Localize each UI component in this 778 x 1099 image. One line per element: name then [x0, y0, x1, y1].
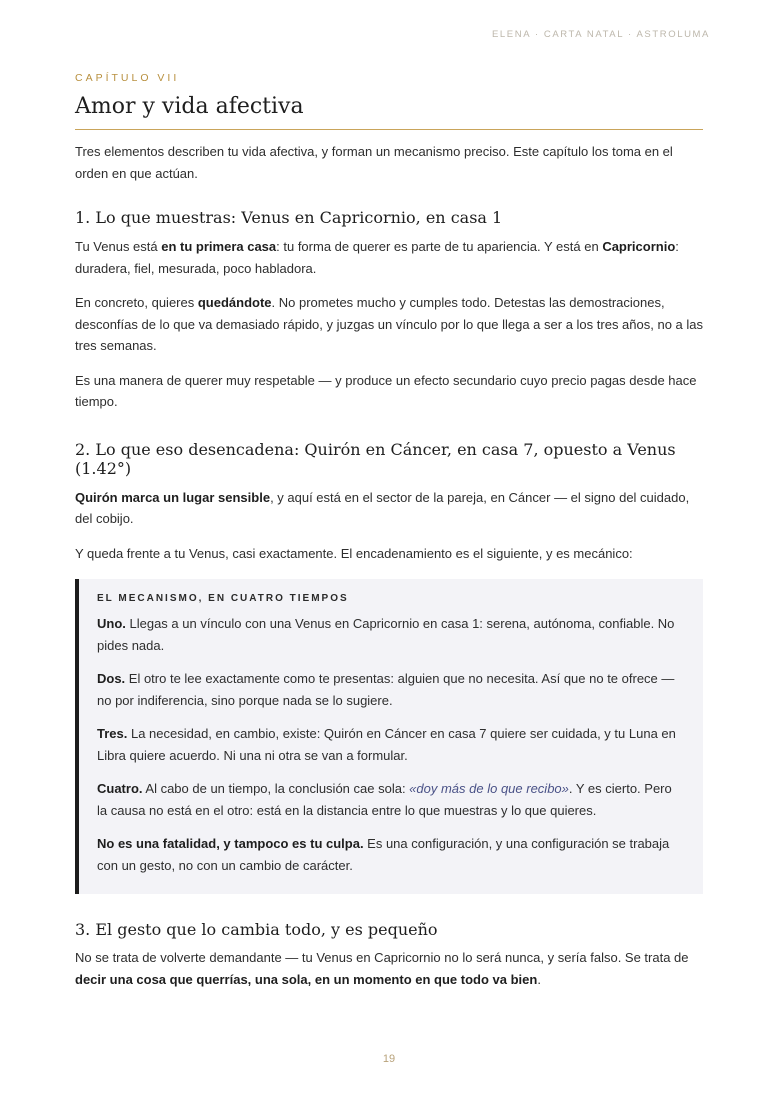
mechanism-callout — [75, 579, 703, 894]
text-run: . No prometes mucho y cumples todo. Detestas las demostraciones, desconfías de lo que va demasiado rápido, y juzgas un vínculo por lo que llega a ser a los tres años, no a las tres semanas. — [75, 295, 703, 353]
bold-text: Capricornio — [602, 239, 676, 254]
section-2-paragraph-1 — [75, 487, 703, 530]
text-run: . — [537, 971, 541, 987]
step-text: La necesidad, en cambio, existe: Quirón en Cáncer en casa 7 quiere ser cuidada, y tu Luna en Libra quiere acuerdo. Ni una ni otra se van a formular. — [97, 726, 676, 763]
chapter-title: Amor y vida afectiva — [75, 94, 703, 130]
text-run: Tu Venus está — [75, 239, 162, 254]
section-1-paragraph-1 — [75, 236, 703, 279]
chapter-intro: Tres elementos describen tu vida afectiva, y forman un mecanismo preciso. Este capítulo los toma en el orden en que actúan. — [75, 144, 673, 181]
step-lead: Cuatro. — [97, 781, 143, 796]
callout-title: EL MECANISMO, EN CUATRO TIEMPOS — [97, 593, 349, 604]
callout-step-cuatro — [97, 778, 681, 821]
bold-text: Quirón marca un lugar sensible — [75, 489, 271, 505]
step-lead: Uno. — [97, 616, 126, 631]
step-text: . Y es cierto. Pero la causa no está en el otro: está en la distancia entre lo que muestras y lo que quieres. — [97, 781, 672, 818]
step-lead: Dos. — [97, 671, 126, 686]
conclusion-lead: No es una fatalidad, y tampoco es tu culpa. — [97, 836, 364, 851]
step-text: El otro te lee exactamente como te presentas: alguien que no necesita. Así que no te ofrece — no por indiferencia, sino porque nada se lo sugiere. — [97, 671, 675, 708]
text-run: En concreto, quieres — [75, 295, 198, 310]
text-run: : duradera, fiel, mesurada, poco habladora. — [75, 239, 679, 276]
section-3-paragraph-1 — [75, 947, 703, 990]
callout-step-tres — [97, 723, 681, 766]
page-number: 19 — [382, 1053, 396, 1065]
text-run: : tu forma de querer es parte de tu apariencia. Y está en — [276, 239, 603, 254]
conclusion-text: Es una configuración, y una configuración se trabaja con un gesto, no con un cambio de carácter. — [97, 836, 670, 873]
bold-text: en tu primera casa — [161, 239, 277, 254]
running-head: ELENA · CARTA NATAL · ASTROLUMA — [491, 29, 710, 40]
callout-conclusion — [97, 833, 681, 876]
section-2-heading: 2. Lo que eso desencadena: Quirón en Cáncer, en casa 7, opuesto a Venus (1.42°) — [75, 439, 676, 478]
section-2-paragraph-2: Y queda frente a tu Venus, casi exactamente. El encadenamiento es el siguiente, y es mecánico: — [75, 545, 633, 561]
bold-text: decir una cosa que querrías, una sola, en un momento en que todo va bien — [75, 971, 538, 987]
chapter-label: CAPÍTULO VII — [75, 72, 180, 84]
callout-step-uno — [97, 613, 681, 656]
quoted-phrase: «doy más de lo que recibo» — [409, 781, 569, 796]
step-text: Llegas a un vínculo con una Venus en Capricornio en casa 1: serena, autónoma, confiable. No pides nada. — [97, 616, 675, 653]
page-content — [75, 72, 703, 990]
step-lead: Tres. — [97, 726, 128, 741]
section-1-paragraph-2 — [75, 292, 703, 357]
text-run: , y aquí está en el sector de la pareja, en Cáncer — el signo del cuidado, del cobijo. — [75, 489, 690, 526]
section-1-paragraph-3: Es una manera de querer muy respetable — y produce un efecto secundario cuyo precio pagas desde hace tiempo. — [75, 372, 697, 409]
section-1-heading: 1. Lo que muestras: Venus en Capricornio, en casa 1 — [75, 208, 503, 227]
bold-text: quedándote — [197, 295, 272, 310]
section-3-heading: 3. El gesto que lo cambia todo, y es pequeño — [75, 920, 438, 939]
step-text: Al cabo de un tiempo, la conclusión cae sola: — [142, 781, 410, 796]
callout-step-dos — [97, 668, 681, 711]
text-run: No se trata de volverte demandante — tu Venus en Capricornio no lo será nunca, y sería falso. Se trata de — [75, 950, 689, 965]
